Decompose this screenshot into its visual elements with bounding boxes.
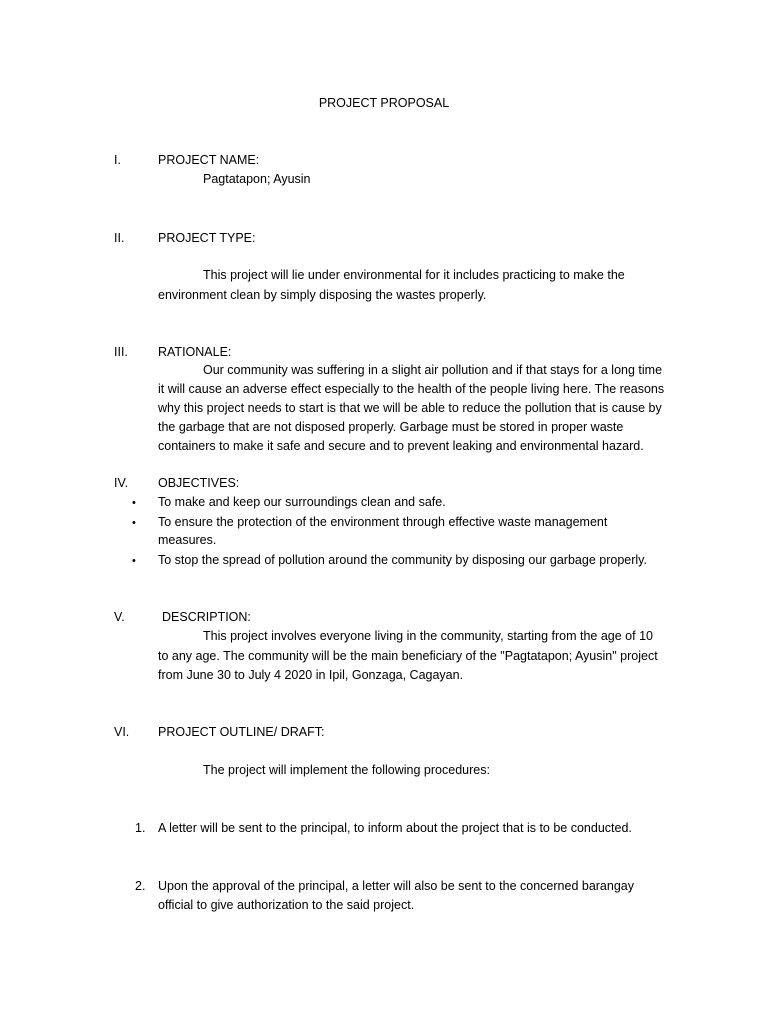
- list-item: To stop the spread of pollution around the community by disposing our garbage properly.: [158, 553, 647, 567]
- section-heading: OBJECTIVES:: [158, 476, 240, 490]
- document-title: PROJECT PROPOSAL: [318, 96, 450, 110]
- list-item-continuation: measures.: [158, 533, 217, 547]
- step-text: official to give authorization to the said project.: [158, 898, 415, 912]
- section-heading: PROJECT NAME:: [158, 153, 260, 167]
- paragraph-line: from June 30 to July 4 2020 in Ipil, Gonzaga, Cagayan.: [158, 668, 464, 682]
- paragraph-line: Our community was suffering in a slight air pollution and if that stays for a long time: [203, 363, 663, 377]
- section-heading: PROJECT OUTLINE/ DRAFT:: [158, 725, 325, 739]
- section-number: I.: [114, 153, 121, 167]
- section-number: IV.: [114, 476, 129, 490]
- paragraph-line: This project involves everyone living in the community, starting from the age of 10: [203, 629, 653, 643]
- outline-intro: The project will implement the following procedures:: [203, 763, 490, 777]
- section-number: III.: [114, 345, 128, 359]
- paragraph-line: it will cause an adverse effect especially to the health of the people living here. The reasons: [158, 382, 665, 396]
- section-heading: DESCRIPTION:: [162, 610, 251, 624]
- bullet-icon: •: [132, 517, 136, 529]
- bullet-icon: •: [132, 555, 136, 567]
- paragraph-line: the garbage that are not disposed properly. Garbage must be stored in proper waste: [158, 420, 624, 434]
- list-item: To make and keep our surroundings clean and safe.: [158, 495, 446, 509]
- paragraph-line: why this project needs to start is that we will be able to reduce the pollution that is cause by: [158, 401, 662, 415]
- step-text: A letter will be sent to the principal, to inform about the project that is to be conducted.: [158, 821, 632, 835]
- paragraph-line: This project will lie under environmental for it includes practicing to make the: [203, 268, 625, 282]
- bullet-icon: •: [132, 497, 136, 509]
- section-heading: RATIONALE:: [158, 345, 232, 359]
- section-number: II.: [114, 231, 125, 245]
- list-item: To ensure the protection of the environment through effective waste management: [158, 515, 608, 529]
- step-number: 1.: [135, 821, 146, 835]
- step-number: 2.: [135, 879, 146, 893]
- paragraph-line: to any age. The community will be the main beneficiary of the "Pagtatapon; Ayusin" project: [158, 649, 658, 663]
- section-number: VI.: [114, 725, 130, 739]
- step-text: Upon the approval of the principal, a letter will also be sent to the concerned barangay: [158, 879, 634, 893]
- paragraph-line: containers to make it safe and secure and to prevent leaking and environmental hazard.: [158, 439, 644, 453]
- section-number: V.: [114, 610, 125, 624]
- paragraph-line: environment clean by simply disposing the wastes properly.: [158, 288, 487, 302]
- project-name-text: Pagtatapon; Ayusin: [203, 172, 311, 186]
- section-heading: PROJECT TYPE:: [158, 231, 256, 245]
